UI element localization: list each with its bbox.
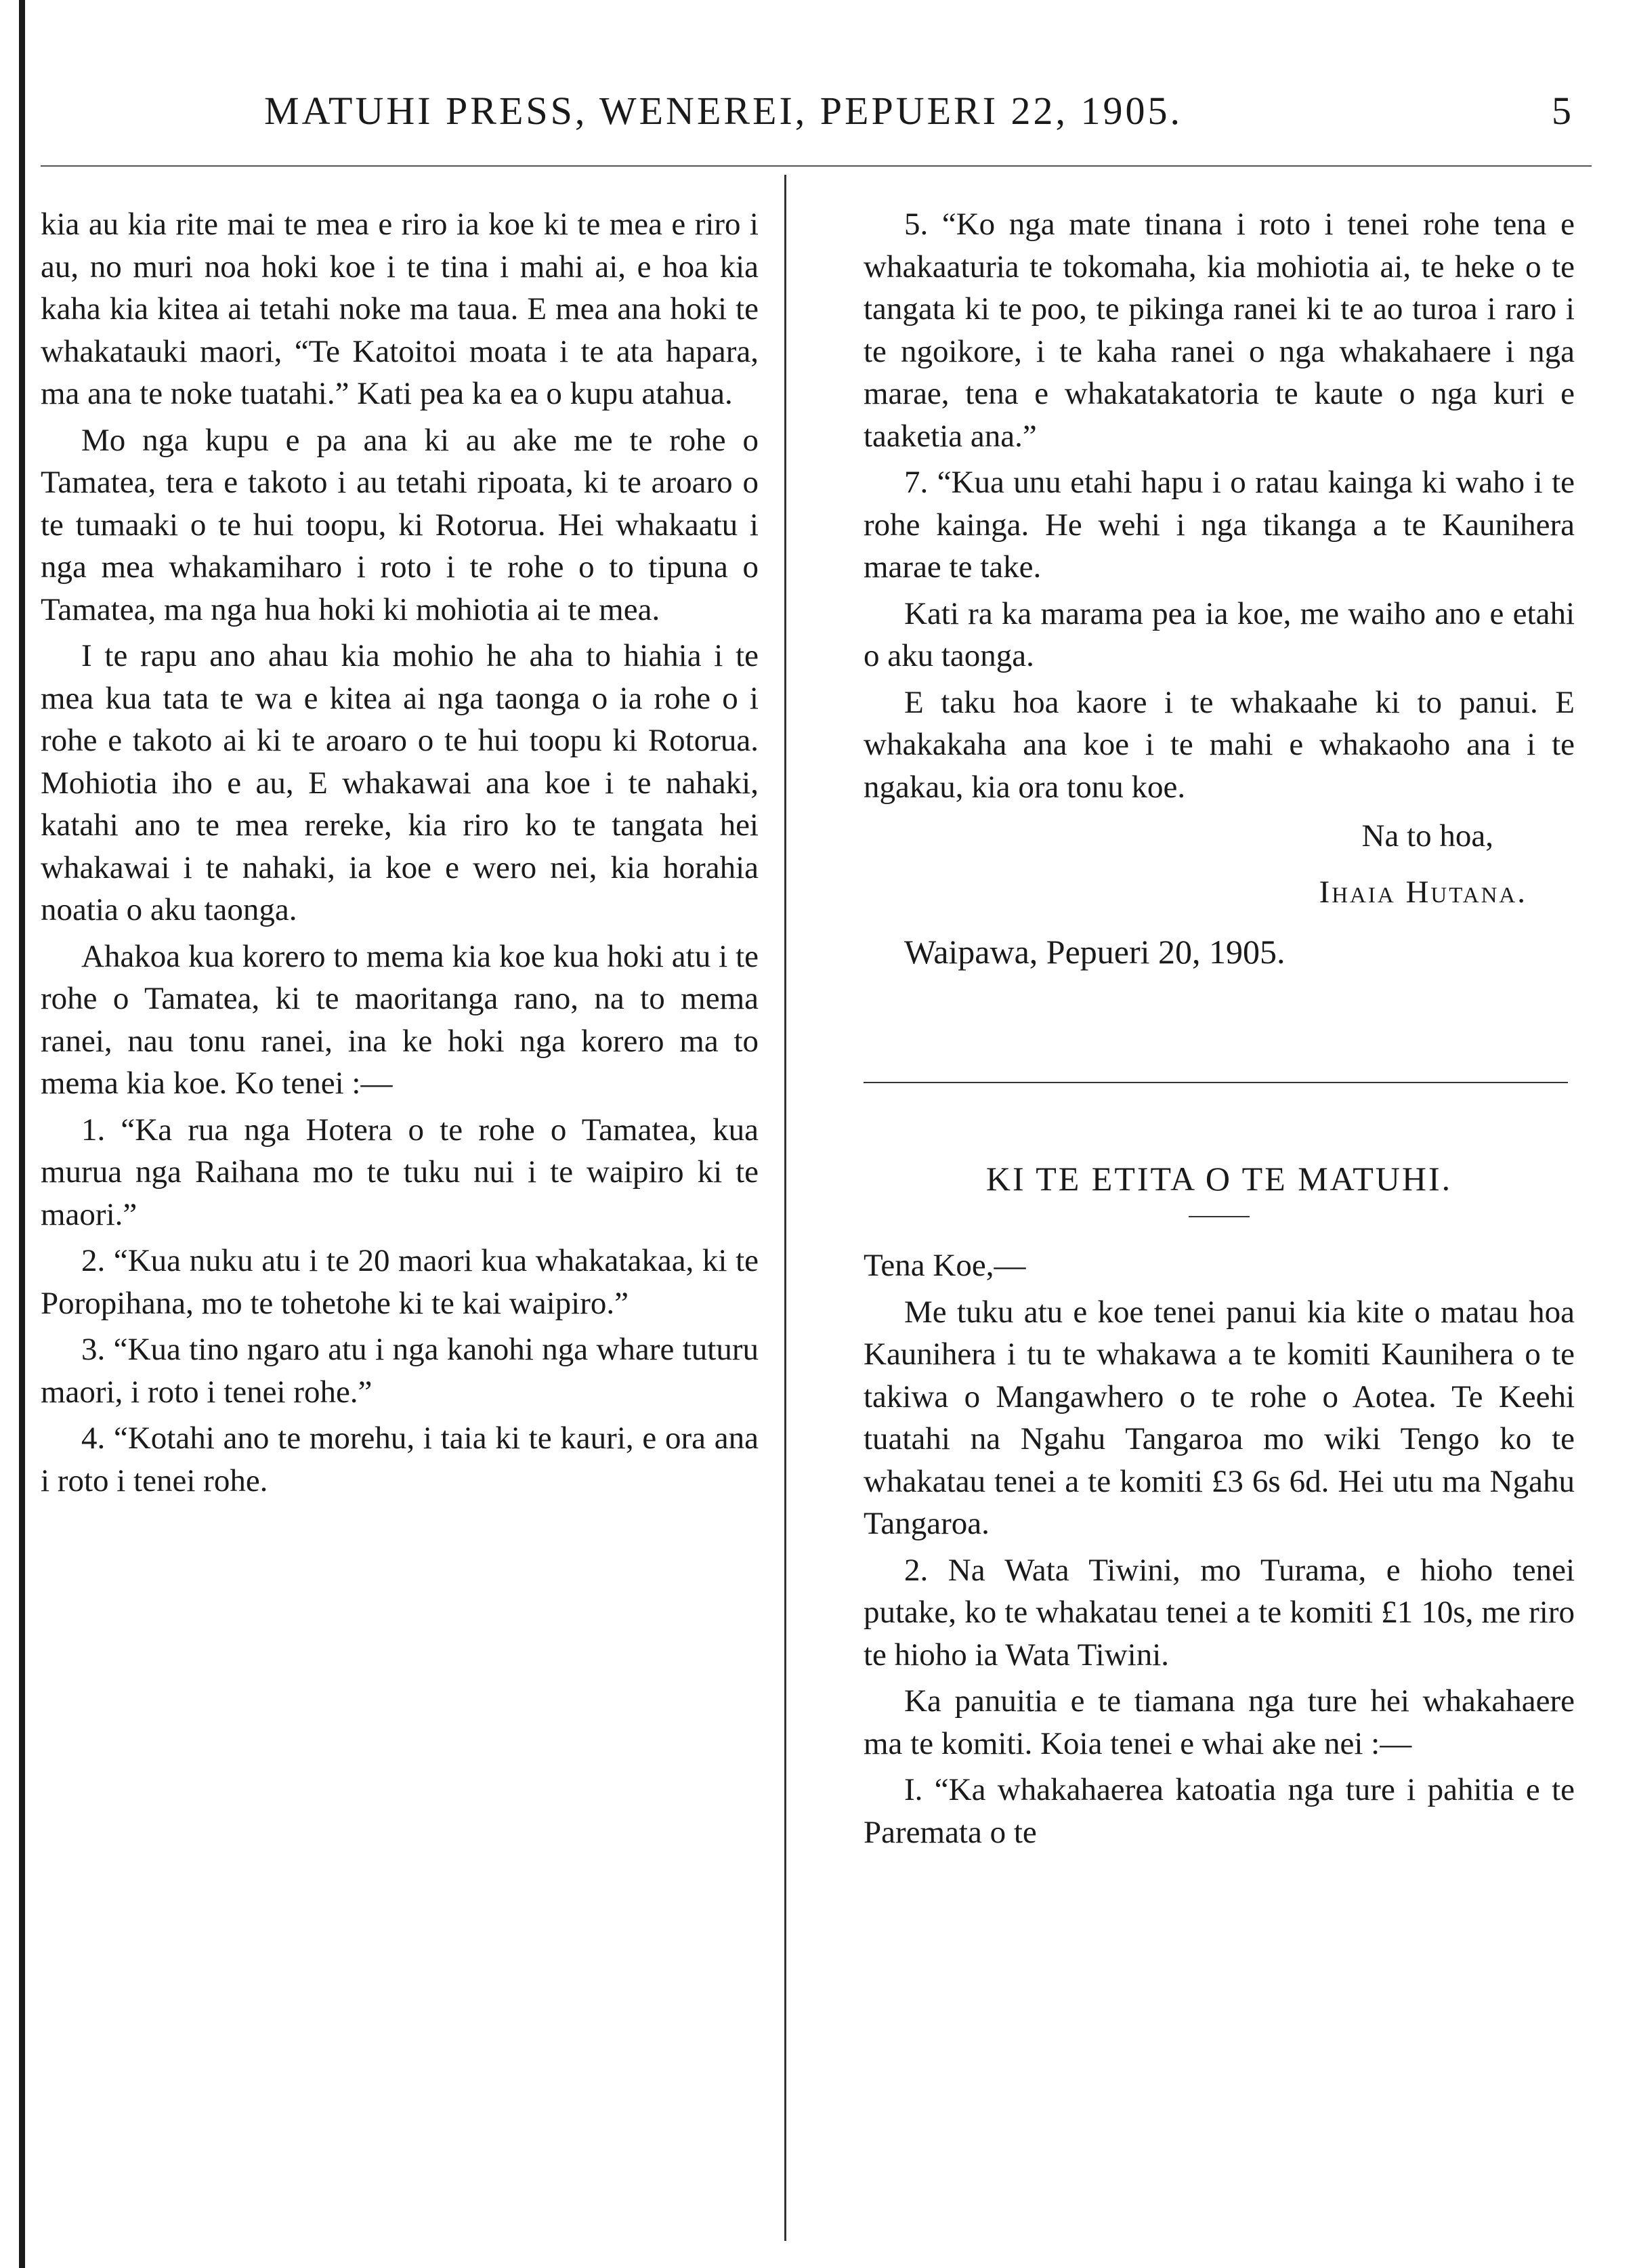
right-list-item-5: 5. “Ko nga mate tinana i roto i tenei rohe tena e whakaaturia te tokomaha, kia mohiotia ai, te heke o te tangata ki te poo, te pikinga ranei ki te ao turoa i raro i te ngoikore, i te kaha ranei o nga whakahaere i nga marae, tena e whakatakatoria te kaute o nga kuri e taaketia ana.” [864,207,1575,454]
right-paragraph-closing-2: E taku hoa kaore i te whakaahe ki to panui. E whakakaha ana koe i te mahi e whakaoho ana i te ngakau, kia ora tonu koe. [864,684,1575,805]
right-paragraph-closing-1: Kati ra ka marama pea ia koe, me waiho ano e etahi o aku taonga. [864,595,1575,673]
page-header [135,88,1571,142]
heading-underline-rule [1189,1216,1250,1217]
page-title: MATUHI PRESS, WENEREI, PEPUERI 22, 1905. [264,89,1183,133]
header-rule [41,165,1592,167]
section-heading: KI TE ETITA O TE MATUHI. [985,1159,1453,1198]
left-list-item-2: 2. “Kua nuku atu i te 20 maori kua whakatakaa, ki te Poropihana, mo te tohetohe ki te kai waipiro.” [41,1243,759,1321]
letter-signature: Ihaia Hutana. [1319,874,1527,910]
section-separator-rule [864,1082,1568,1083]
right-paragraph-1: Me tuku atu e koe tenei panui kia kite o matau hoa Kaunihera i tu te whakawa a te komiti Kaunihera o te takiwa o Mangawhero o te rohe o Aotea. Te Keehi tuatahi na Ngahu Tangaroa mo wiki Tengo ko te whakatau tenei a te komiti £3 6s 6d. Hei utu ma Ngahu Tangaroa. [864,1294,1575,1541]
left-paragraph-3: I te rapu ano ahau kia mohio he aha to hiahia i te mea kua tata te wa e kitea ai nga taonga o ia rohe o i rohe e takoto ai ki te aroaro o te hui toopu ki Rotorua. Mohiotia iho e au, E whakawai ana koe i te nahaki, katahi ano te mea rereke, kia riro ko te tangata hei whakawai i te nahaki, ia koe e wero nei, kia horahia noatia o aku taonga. [41,638,759,927]
letter-signoff: Na to hoa, [1361,818,1493,854]
right-paragraph-4: I. “Ka whakahaerea katoatia nga ture i pahitia e te Paremata o te [864,1772,1575,1850]
left-list-item-1: 1. “Ka rua nga Hotera o te rohe o Tamatea, kua murua nga Raihana mo te tuku nui i te waipiro ki te maori.” [41,1112,759,1232]
right-column [864,203,1575,1857]
letter-dateline: Waipawa, Pepueri 20, 1905. [904,933,1285,971]
page-edge-bar [19,0,25,2268]
letter-salutation: Tena Koe,— [864,1248,1026,1283]
left-list-item-3: 3. “Kua tino ngaro atu i nga kanohi nga whare tuturu maori, i roto i tenei rohe.” [41,1332,759,1410]
page-number: 5 [1552,89,1571,133]
column-divider [784,175,786,2241]
left-paragraph-1: kia au kia rite mai te mea e riro ia koe ki te mea e riro i au, no muri noa hoki koe i te tina i mahi ai, e hoa kia kaha kia kitea ai tetahi noke ma taua. E mea ana hoki te whakatauki maori, “Te Katoitoi moata i te ata hapara, ma ana te noke tuatahi.” Kati pea ka ea o kupu atahua. [41,207,759,411]
left-column [41,203,759,1506]
right-paragraph-3: Ka panuitia e te tiamana nga ture hei whakahaere ma te komiti. Koia tenei e whai ake nei :— [864,1683,1575,1761]
right-paragraph-2: 2. Na Wata Tiwini, mo Turama, e hioho tenei putake, ko te whakatau tenei a te komiti £1 10s, me riro te hioho ia Wata Tiwini. [864,1552,1575,1673]
left-list-item-4: 4. “Kotahi ano te morehu, i taia ki te kauri, e ora ana i roto i tenei rohe. [41,1421,759,1498]
right-list-item-7: 7. “Kua unu etahi hapu i o ratau kainga ki waho i te rohe kainga. He wehi i nga tikanga a te Kaunihera marae te take. [864,465,1575,585]
left-paragraph-2: Mo nga kupu e pa ana ki au ake me te rohe o Tamatea, tera e takoto i au tetahi ripoata, ki te aroaro o te tumaaki o te hui toopu, ki Rotorua. Hei whakaatu i nga mea whakamiharo i roto i te rohe o to tipuna o Tamatea, ma nga hua hoki ki mohiotia ai te mea. [41,422,759,627]
left-paragraph-4: Ahakoa kua korero to mema kia koe kua hoki atu i te rohe o Tamatea, ki te maoritanga rano, na to mema ranei, nau tonu ranei, ina ke hoki nga korero ma to mema kia koe. Ko tenei :— [41,938,759,1101]
